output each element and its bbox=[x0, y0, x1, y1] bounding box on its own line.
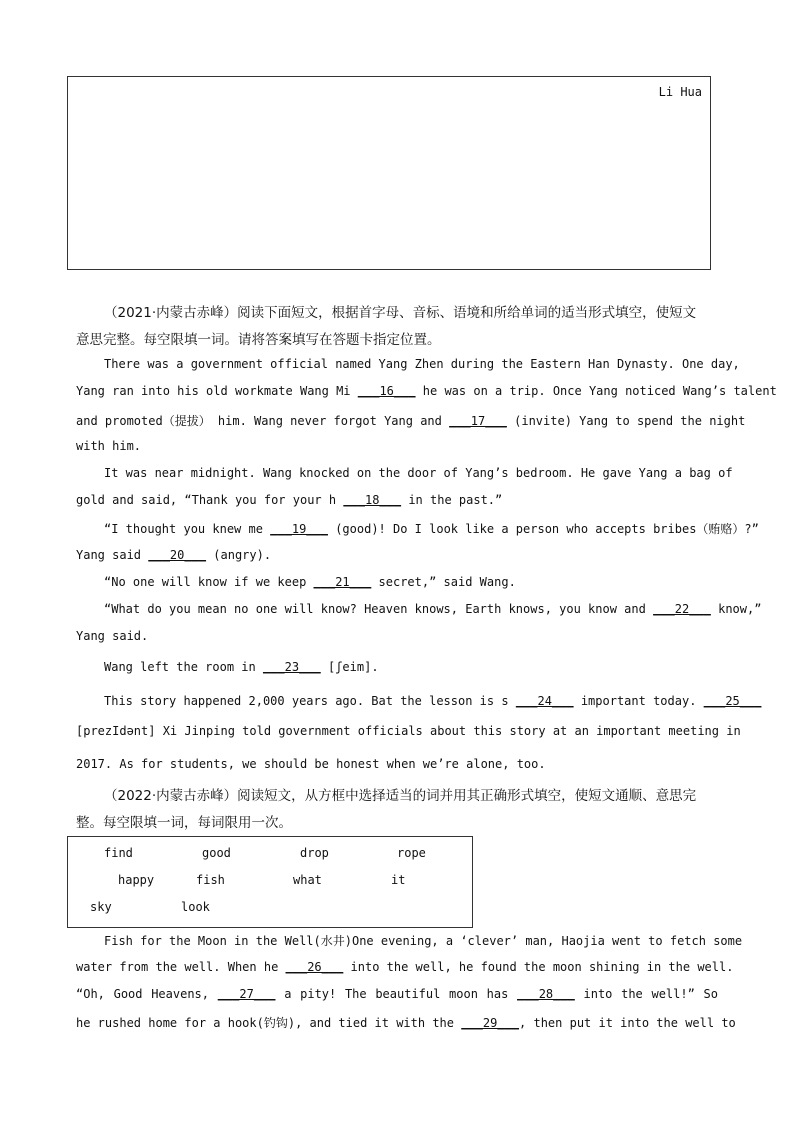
text-segment: [ʃeim]. bbox=[320, 660, 379, 674]
word-bank-item: look bbox=[181, 900, 210, 914]
blank-29: ___29___ bbox=[461, 1016, 520, 1030]
passage1-line bbox=[104, 575, 718, 589]
text-segment: he rushed home for a hook(钓钩), and tied it with the bbox=[76, 1016, 462, 1030]
text-segment: secret,” said Wang. bbox=[371, 575, 516, 589]
text-segment: water from the well. When he bbox=[76, 960, 286, 974]
passage1-line: There was a government official named Yang Zhen during the Eastern Han Dynasty. One day, bbox=[104, 357, 740, 371]
word-bank-item: fish bbox=[196, 873, 225, 887]
text-segment: in the past.” bbox=[401, 493, 503, 507]
text-segment: into the well!” So bbox=[574, 987, 718, 1001]
text-segment: into the well, he found the moon shining in the well. bbox=[343, 960, 734, 974]
text-segment: (invite) Yang to spend the night bbox=[506, 414, 746, 428]
letter-box bbox=[67, 76, 711, 270]
letter-signature: Li Hua bbox=[658, 85, 702, 99]
blank-23: ___23___ bbox=[262, 660, 321, 674]
blank-26: ___26___ bbox=[285, 960, 344, 974]
blank-25: ___25___ bbox=[703, 694, 762, 708]
passage1-line bbox=[76, 412, 746, 429]
text-segment: important today. bbox=[573, 694, 704, 708]
blank-17: ___17___ bbox=[449, 414, 507, 428]
word-bank-item: good bbox=[202, 846, 231, 860]
word-bank-item: drop bbox=[300, 846, 329, 860]
text-segment: (good)! Do I look like a person who accepts bribes（贿赂）?” bbox=[327, 522, 759, 536]
passage1-instruction-line1: （2021·内蒙古赤峰）阅读下面短文，根据首字母、音标、语境和所给单词的适当形式填空，使短文 bbox=[104, 305, 697, 321]
word-bank-item: happy bbox=[118, 873, 155, 887]
blank-20: ___20___ bbox=[148, 548, 207, 562]
word-bank-item: rope bbox=[397, 846, 426, 860]
text-segment: “No one will know if we keep bbox=[104, 575, 314, 589]
passage1-line bbox=[76, 548, 718, 562]
text-segment: “Oh, Good Heavens, bbox=[76, 987, 218, 1001]
blank-24: ___24___ bbox=[515, 694, 574, 708]
word-bank-item: sky bbox=[90, 900, 112, 914]
passage2-line: Fish for the Moon in the Well(水井)One evening, a ‘clever’ man, Haojia went to fetch some bbox=[104, 934, 743, 948]
passage1-line: Yang said. bbox=[76, 629, 149, 643]
blank-19: ___19___ bbox=[270, 522, 328, 536]
text-segment: This story happened 2,000 years ago. Bat the lesson is s bbox=[104, 694, 516, 708]
word-bank-item: it bbox=[391, 873, 406, 887]
passage2-line bbox=[76, 1014, 736, 1031]
text-segment: a pity! The beautiful moon has bbox=[275, 987, 518, 1001]
passage1-line bbox=[76, 384, 777, 398]
word-bank-item: find bbox=[104, 846, 133, 860]
blank-27: ___27___ bbox=[217, 987, 276, 1001]
text-segment: he was on a trip. Once Yang noticed Wang’s talent bbox=[415, 384, 777, 398]
passage1-line bbox=[104, 520, 759, 537]
passage1-line bbox=[104, 602, 762, 616]
text-segment: Wang left the room in bbox=[104, 660, 263, 674]
passage1-line bbox=[104, 694, 762, 708]
text-segment: “What do you mean no one will know? Heaven knows, Earth knows, you know and bbox=[104, 602, 654, 616]
blank-22: ___22___ bbox=[653, 602, 711, 616]
text-segment: know,” bbox=[710, 602, 762, 616]
blank-28: ___28___ bbox=[517, 987, 575, 1001]
passage2-instruction-line2: 整。每空限填一词，每词限用一次。 bbox=[76, 815, 292, 831]
text-segment: gold and said, “Thank you for your h bbox=[76, 493, 344, 507]
passage1-line bbox=[76, 493, 718, 507]
text-segment: and promoted（提拔） him. Wang never forgot Yang and bbox=[76, 414, 450, 428]
text-segment: Yang said bbox=[76, 548, 149, 562]
passage1-line bbox=[104, 660, 718, 674]
text-segment: , then put it into the well to bbox=[519, 1016, 736, 1030]
passage2-instruction-line1: （2022·内蒙古赤峰）阅读短文，从方框中选择适当的词并用其正确形式填空，使短文通顺、意思完 bbox=[104, 788, 697, 804]
text-segment: (angry). bbox=[206, 548, 272, 562]
text-segment: “I thought you knew me bbox=[104, 522, 271, 536]
passage1-line: [prezIdənt] Xi Jinping told government officials about this story at an important meeting in bbox=[76, 724, 741, 738]
word-bank-item: what bbox=[293, 873, 322, 887]
blank-18: ___18___ bbox=[343, 493, 402, 507]
passage1-instruction-line2: 意思完整。每空限填一词。请将答案填写在答题卡指定位置。 bbox=[76, 332, 441, 348]
passage2-line bbox=[76, 987, 718, 1001]
text-segment: Yang ran into his old workmate Wang Mi bbox=[76, 384, 358, 398]
passage1-line: 2017. As for students, we should be honest when we’re alone, too. bbox=[76, 757, 546, 771]
passage1-line: It was near midnight. Wang knocked on the door of Yang’s bedroom. He gave Yang a bag of bbox=[104, 466, 733, 480]
word-bank-box bbox=[67, 836, 473, 928]
passage2-line bbox=[76, 960, 734, 974]
blank-21: ___21___ bbox=[313, 575, 372, 589]
passage1-line: with him. bbox=[76, 439, 142, 453]
blank-16: ___16___ bbox=[357, 384, 416, 398]
